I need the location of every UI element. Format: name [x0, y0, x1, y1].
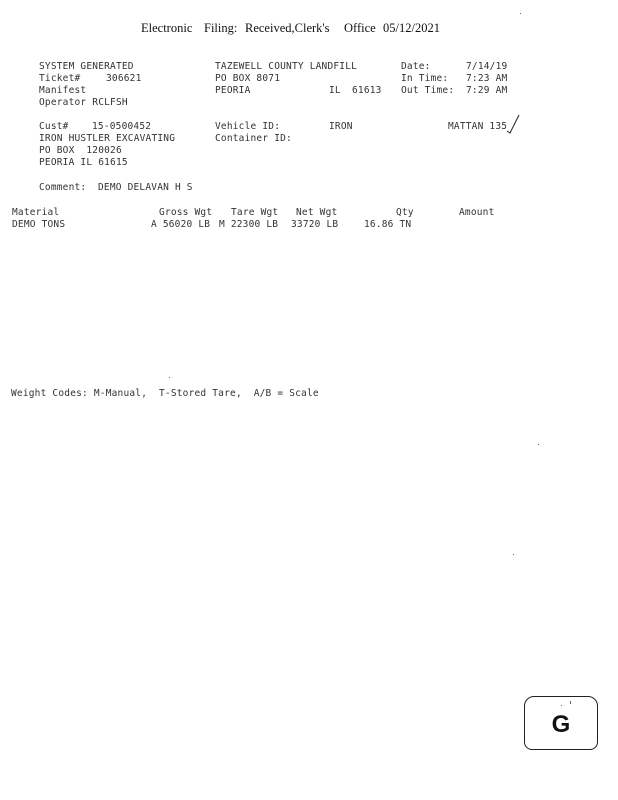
filing-header-electronic: Electronic	[141, 21, 193, 35]
facility-zip: 61613	[352, 85, 382, 96]
operator-line: Operator RCLFSH	[39, 97, 128, 108]
out-time-label: Out Time:	[401, 85, 455, 96]
manifest-label: Manifest	[39, 85, 87, 96]
row-tare: M 22300 LB	[219, 219, 279, 230]
row-gross: A 56020 LB	[151, 219, 211, 230]
cust-label: Cust#	[39, 121, 69, 132]
ticket-label: Ticket#	[39, 73, 81, 84]
customer-city: PEORIA IL 61615	[39, 157, 128, 168]
date-label: Date:	[401, 61, 431, 72]
truck-note: MATTAN 135	[448, 121, 508, 132]
exhibit-tab-letter: G	[551, 711, 571, 738]
date-value: 7/14/19	[466, 61, 508, 72]
tab-hole-mark	[561, 705, 562, 706]
cust-number: 15-0500452	[92, 121, 152, 132]
scan-speck	[538, 444, 539, 445]
row-material: DEMO TONS	[12, 219, 66, 230]
comment-label: Comment:	[39, 182, 87, 193]
vehicle-label: Vehicle ID:	[215, 121, 281, 132]
filing-header-received: Received,Clerk's	[245, 21, 330, 35]
customer-name: IRON HUSTLER EXCAVATING	[39, 133, 176, 144]
exhibit-tab	[524, 696, 598, 750]
header-tare: Tare Wgt	[231, 207, 279, 218]
filing-header-office: Office	[344, 21, 376, 35]
facility-name: TAZEWELL COUNTY LANDFILL	[215, 61, 358, 72]
header-amount: Amount	[459, 207, 495, 218]
in-time-label: In Time:	[401, 73, 449, 84]
facility-box: PO BOX 8071	[215, 73, 281, 84]
scan-speck	[520, 13, 521, 14]
weight-codes-legend: Weight Codes: M-Manual, T-Stored Tare, A/B = Scale	[11, 388, 319, 399]
filing-header-date: 05/12/2021	[383, 21, 440, 35]
out-time-value: 7:29 AM	[466, 85, 508, 96]
header-qty: Qty	[396, 207, 414, 218]
row-net: 33720 LB	[291, 219, 339, 230]
filing-header-filing: Filing:	[204, 21, 238, 35]
customer-box: PO BOX 120026	[39, 145, 122, 156]
container-label: Container ID:	[215, 133, 292, 144]
checkmark-icon	[506, 114, 520, 134]
scan-speck	[169, 377, 170, 378]
row-qty: 16.86 TN	[364, 219, 412, 230]
header-material: Material	[12, 207, 60, 218]
scan-speck	[513, 554, 514, 555]
in-time-value: 7:23 AM	[466, 73, 508, 84]
system-generated-label: SYSTEM GENERATED	[39, 61, 134, 72]
facility-city: PEORIA	[215, 85, 251, 96]
header-net: Net Wgt	[296, 207, 338, 218]
ticket-number: 306621	[106, 73, 142, 84]
comment-value: DEMO DELAVAN H S	[98, 182, 193, 193]
vehicle-value: IRON	[329, 121, 353, 132]
header-gross: Gross Wgt	[159, 207, 213, 218]
facility-state: IL	[329, 85, 341, 96]
tab-hole-mark	[570, 701, 571, 704]
